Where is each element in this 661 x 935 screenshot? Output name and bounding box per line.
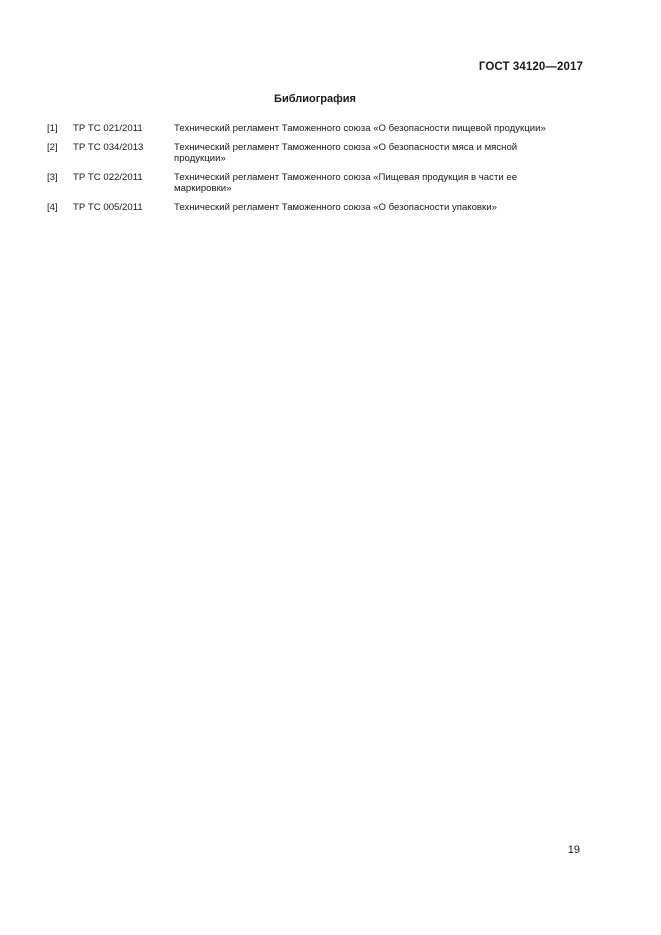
bibliography-entry — [47, 123, 567, 135]
entry-code: ТР ТС 022/2011 — [73, 171, 143, 183]
standard-id-header: ГОСТ 34120—2017 — [478, 61, 583, 73]
bibliography-list — [47, 123, 567, 220]
entry-title: Технический регламент Таможенного союза «Пищевая продукция в части ее маркировки» — [174, 171, 518, 194]
entry-number: [2] — [47, 141, 58, 153]
entry-title: Технический регламент Таможенного союза «О безопасности упаковки» — [174, 201, 497, 213]
entry-title: Технический регламент Таможенного союза «О безопасности мяса и мясной продукции» — [174, 141, 518, 164]
entry-number: [4] — [47, 201, 58, 213]
bibliography-entry — [47, 172, 567, 195]
bibliography-entry — [47, 202, 567, 214]
page-number: 19 — [567, 844, 580, 856]
entry-code: ТР ТС 005/2011 — [73, 201, 143, 213]
entry-title: Технический регламент Таможенного союза «О безопасности пищевой продукции» — [174, 123, 546, 134]
entry-code: ТР ТС 021/2011 — [73, 123, 143, 134]
section-title: Библиография — [274, 93, 356, 105]
bibliography-entry — [47, 142, 567, 165]
entry-number: [3] — [47, 171, 58, 183]
entry-code: ТР ТС 034/2013 — [73, 141, 144, 153]
entry-number: [1] — [47, 123, 58, 134]
